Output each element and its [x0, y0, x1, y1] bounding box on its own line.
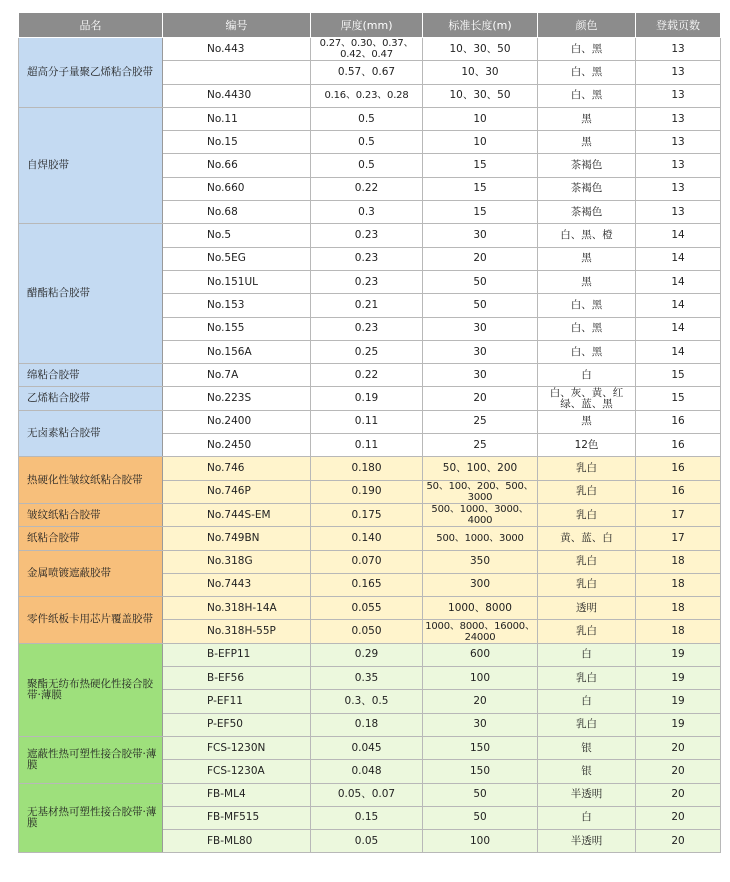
length-cell: 10、30	[423, 61, 538, 84]
category-cell: 乙烯粘合胶带	[19, 387, 163, 410]
length-cell: 25	[423, 434, 538, 457]
length-cell: 500、1000、3000、4000	[423, 503, 538, 526]
length-cell: 10	[423, 131, 538, 154]
length-cell: 30	[423, 713, 538, 736]
category-cell: 热硬化性皱纹纸粘合胶带	[19, 457, 163, 504]
code-cell: No.151UL	[163, 270, 311, 293]
page-cell: 19	[636, 690, 721, 713]
color-cell: 白、黑	[538, 340, 636, 363]
color-cell: 白、黑	[538, 84, 636, 107]
code-cell: No.15	[163, 131, 311, 154]
code-cell: No.156A	[163, 340, 311, 363]
page-cell: 15	[636, 364, 721, 387]
table-body	[19, 38, 721, 853]
page-cell: 16	[636, 434, 721, 457]
table-row	[19, 410, 721, 433]
code-cell: FB-ML4	[163, 783, 311, 806]
color-cell: 黑	[538, 247, 636, 270]
code-cell: No.443	[163, 38, 311, 61]
length-cell: 10、30、50	[423, 84, 538, 107]
color-cell: 乳白	[538, 573, 636, 596]
category-cell: 醋酯粘合胶带	[19, 224, 163, 364]
code-cell: No.223S	[163, 387, 311, 410]
thickness-cell: 0.23	[311, 224, 423, 247]
length-cell: 10、30、50	[423, 38, 538, 61]
table-row	[19, 503, 721, 526]
category-cell: 纸粘合胶带	[19, 527, 163, 550]
table-row	[19, 527, 721, 550]
length-cell: 10	[423, 107, 538, 130]
thickness-cell: 0.57、0.67	[311, 61, 423, 84]
thickness-cell: 0.045	[311, 736, 423, 759]
page-cell: 16	[636, 410, 721, 433]
code-cell: No.318H-14A	[163, 597, 311, 620]
length-cell: 20	[423, 690, 538, 713]
page-cell: 14	[636, 340, 721, 363]
color-cell: 白、黑	[538, 294, 636, 317]
code-cell: No.2400	[163, 410, 311, 433]
length-cell: 350	[423, 550, 538, 573]
table-row	[19, 643, 721, 666]
color-cell: 半透明	[538, 830, 636, 853]
color-cell: 茶褐色	[538, 177, 636, 200]
category-cell: 零件纸板卡用芯片覆盖胶带	[19, 597, 163, 644]
color-cell: 乳白	[538, 550, 636, 573]
code-cell: B-EFP11	[163, 643, 311, 666]
thickness-cell: 0.15	[311, 806, 423, 829]
thickness-cell: 0.048	[311, 760, 423, 783]
code-cell: No.153	[163, 294, 311, 317]
header-length: 标准长度(m)	[423, 13, 538, 38]
length-cell: 150	[423, 736, 538, 759]
length-cell: 1000、8000、16000、24000	[423, 620, 538, 643]
page-cell: 20	[636, 760, 721, 783]
thickness-cell: 0.19	[311, 387, 423, 410]
length-cell: 15	[423, 177, 538, 200]
length-cell: 500、1000、3000	[423, 527, 538, 550]
thickness-cell: 0.05、0.07	[311, 783, 423, 806]
thickness-cell: 0.21	[311, 294, 423, 317]
header-color: 颜色	[538, 13, 636, 38]
thickness-cell: 0.23	[311, 317, 423, 340]
color-cell: 黑	[538, 131, 636, 154]
thickness-cell: 0.190	[311, 480, 423, 503]
page-cell: 18	[636, 573, 721, 596]
category-cell: 绵粘合胶带	[19, 364, 163, 387]
table-row	[19, 387, 721, 410]
table-row	[19, 597, 721, 620]
code-cell: No.68	[163, 201, 311, 224]
color-cell: 乳白	[538, 667, 636, 690]
thickness-cell: 0.11	[311, 434, 423, 457]
length-cell: 30	[423, 364, 538, 387]
thickness-cell: 0.25	[311, 340, 423, 363]
header-thickness: 厚度(mm)	[311, 13, 423, 38]
color-cell: 12色	[538, 434, 636, 457]
page-cell: 15	[636, 387, 721, 410]
thickness-cell: 0.055	[311, 597, 423, 620]
color-cell: 乳白	[538, 620, 636, 643]
thickness-cell: 0.175	[311, 503, 423, 526]
length-cell: 50	[423, 270, 538, 293]
page-cell: 14	[636, 294, 721, 317]
code-cell: FB-ML80	[163, 830, 311, 853]
code-cell: B-EF56	[163, 667, 311, 690]
code-cell: No.746P	[163, 480, 311, 503]
thickness-cell: 0.23	[311, 270, 423, 293]
thickness-cell: 0.050	[311, 620, 423, 643]
table-row	[19, 550, 721, 573]
table-row	[19, 224, 721, 247]
category-cell: 皱纹纸粘合胶带	[19, 503, 163, 526]
header-row	[19, 13, 721, 38]
page-cell: 17	[636, 527, 721, 550]
color-cell: 白	[538, 806, 636, 829]
page-cell: 14	[636, 270, 721, 293]
length-cell: 100	[423, 667, 538, 690]
thickness-cell: 0.16、0.23、0.28	[311, 84, 423, 107]
length-cell: 30	[423, 224, 538, 247]
length-cell: 15	[423, 201, 538, 224]
code-cell: No.7443	[163, 573, 311, 596]
thickness-cell: 0.11	[311, 410, 423, 433]
color-cell: 乳白	[538, 713, 636, 736]
code-cell: FB-MF515	[163, 806, 311, 829]
page-cell: 14	[636, 317, 721, 340]
page-cell: 17	[636, 503, 721, 526]
length-cell: 300	[423, 573, 538, 596]
color-cell: 白、黑	[538, 61, 636, 84]
code-cell: No.2450	[163, 434, 311, 457]
thickness-cell: 0.22	[311, 364, 423, 387]
color-cell: 乳白	[538, 457, 636, 480]
code-cell: No.155	[163, 317, 311, 340]
color-cell: 乳白	[538, 503, 636, 526]
length-cell: 50	[423, 806, 538, 829]
code-cell: No.11	[163, 107, 311, 130]
page-cell: 19	[636, 643, 721, 666]
length-cell: 50、100、200	[423, 457, 538, 480]
length-cell: 20	[423, 387, 538, 410]
thickness-cell: 0.5	[311, 154, 423, 177]
page-cell: 14	[636, 224, 721, 247]
code-cell: No.318G	[163, 550, 311, 573]
table-row	[19, 107, 721, 130]
length-cell: 600	[423, 643, 538, 666]
code-cell	[163, 61, 311, 84]
category-cell: 超高分子量聚乙烯粘合胶带	[19, 38, 163, 108]
category-cell: 遮蔽性热可塑性接合胶带·薄膜	[19, 736, 163, 783]
category-cell: 无基材热可塑性接合胶带·薄膜	[19, 783, 163, 853]
page-cell: 20	[636, 830, 721, 853]
color-cell: 半透明	[538, 783, 636, 806]
code-cell: P-EF11	[163, 690, 311, 713]
code-cell: No.744S-EM	[163, 503, 311, 526]
page-cell: 13	[636, 201, 721, 224]
product-table	[18, 12, 721, 853]
color-cell: 茶褐色	[538, 201, 636, 224]
length-cell: 20	[423, 247, 538, 270]
header-page: 登载页数	[636, 13, 721, 38]
code-cell: No.4430	[163, 84, 311, 107]
color-cell: 黑	[538, 410, 636, 433]
table-row	[19, 38, 721, 61]
category-cell: 金属喷镀遮蔽胶带	[19, 550, 163, 597]
page-cell: 14	[636, 247, 721, 270]
category-cell: 自焊胶带	[19, 107, 163, 223]
table-row	[19, 783, 721, 806]
length-cell: 25	[423, 410, 538, 433]
color-cell: 透明	[538, 597, 636, 620]
color-cell: 白	[538, 643, 636, 666]
product-table-wrap	[18, 12, 720, 853]
thickness-cell: 0.05	[311, 830, 423, 853]
length-cell: 1000、8000	[423, 597, 538, 620]
length-cell: 15	[423, 154, 538, 177]
thickness-cell: 0.27、0.30、0.37、0.42、0.47	[311, 38, 423, 61]
table-row	[19, 736, 721, 759]
page-cell: 13	[636, 154, 721, 177]
thickness-cell: 0.23	[311, 247, 423, 270]
length-cell: 50	[423, 294, 538, 317]
code-cell: No.318H-55P	[163, 620, 311, 643]
thickness-cell: 0.29	[311, 643, 423, 666]
color-cell: 白、灰、黄、红绿、蓝、黑	[538, 387, 636, 410]
thickness-cell: 0.165	[311, 573, 423, 596]
thickness-cell: 0.180	[311, 457, 423, 480]
thickness-cell: 0.3	[311, 201, 423, 224]
code-cell: No.660	[163, 177, 311, 200]
page-cell: 13	[636, 38, 721, 61]
color-cell: 白、黑、橙	[538, 224, 636, 247]
page-cell: 18	[636, 550, 721, 573]
thickness-cell: 0.5	[311, 131, 423, 154]
code-cell: No.66	[163, 154, 311, 177]
color-cell: 白、黑	[538, 38, 636, 61]
length-cell: 30	[423, 317, 538, 340]
page-cell: 18	[636, 620, 721, 643]
thickness-cell: 0.070	[311, 550, 423, 573]
code-cell: P-EF50	[163, 713, 311, 736]
color-cell: 白、黑	[538, 317, 636, 340]
color-cell: 黑	[538, 107, 636, 130]
length-cell: 30	[423, 340, 538, 363]
color-cell: 茶褐色	[538, 154, 636, 177]
code-cell: FCS-1230N	[163, 736, 311, 759]
code-cell: No.5	[163, 224, 311, 247]
page-cell: 18	[636, 597, 721, 620]
code-cell: No.7A	[163, 364, 311, 387]
category-cell: 无卤素粘合胶带	[19, 410, 163, 457]
page-cell: 19	[636, 667, 721, 690]
page-cell: 13	[636, 61, 721, 84]
color-cell: 白	[538, 690, 636, 713]
table-row	[19, 457, 721, 480]
thickness-cell: 0.35	[311, 667, 423, 690]
color-cell: 银	[538, 736, 636, 759]
page-cell: 13	[636, 84, 721, 107]
category-cell: 聚酯无纺布热硬化性接合胶带·薄膜	[19, 643, 163, 736]
thickness-cell: 0.22	[311, 177, 423, 200]
color-cell: 白	[538, 364, 636, 387]
header-code: 编号	[163, 13, 311, 38]
code-cell: No.749BN	[163, 527, 311, 550]
page-cell: 13	[636, 131, 721, 154]
code-cell: No.746	[163, 457, 311, 480]
thickness-cell: 0.5	[311, 107, 423, 130]
page-cell: 16	[636, 457, 721, 480]
length-cell: 150	[423, 760, 538, 783]
thickness-cell: 0.3、0.5	[311, 690, 423, 713]
page-cell: 20	[636, 806, 721, 829]
color-cell: 银	[538, 760, 636, 783]
table-row	[19, 364, 721, 387]
page-cell: 20	[636, 736, 721, 759]
thickness-cell: 0.18	[311, 713, 423, 736]
page-cell: 13	[636, 107, 721, 130]
thickness-cell: 0.140	[311, 527, 423, 550]
header-product-name: 品名	[19, 13, 163, 38]
color-cell: 黑	[538, 270, 636, 293]
page-cell: 20	[636, 783, 721, 806]
color-cell: 黄、蓝、白	[538, 527, 636, 550]
page-cell: 16	[636, 480, 721, 503]
code-cell: FCS-1230A	[163, 760, 311, 783]
length-cell: 100	[423, 830, 538, 853]
color-cell: 乳白	[538, 480, 636, 503]
code-cell: No.5EG	[163, 247, 311, 270]
length-cell: 50	[423, 783, 538, 806]
length-cell: 50、100、200、500、3000	[423, 480, 538, 503]
page-cell: 13	[636, 177, 721, 200]
page-cell: 19	[636, 713, 721, 736]
